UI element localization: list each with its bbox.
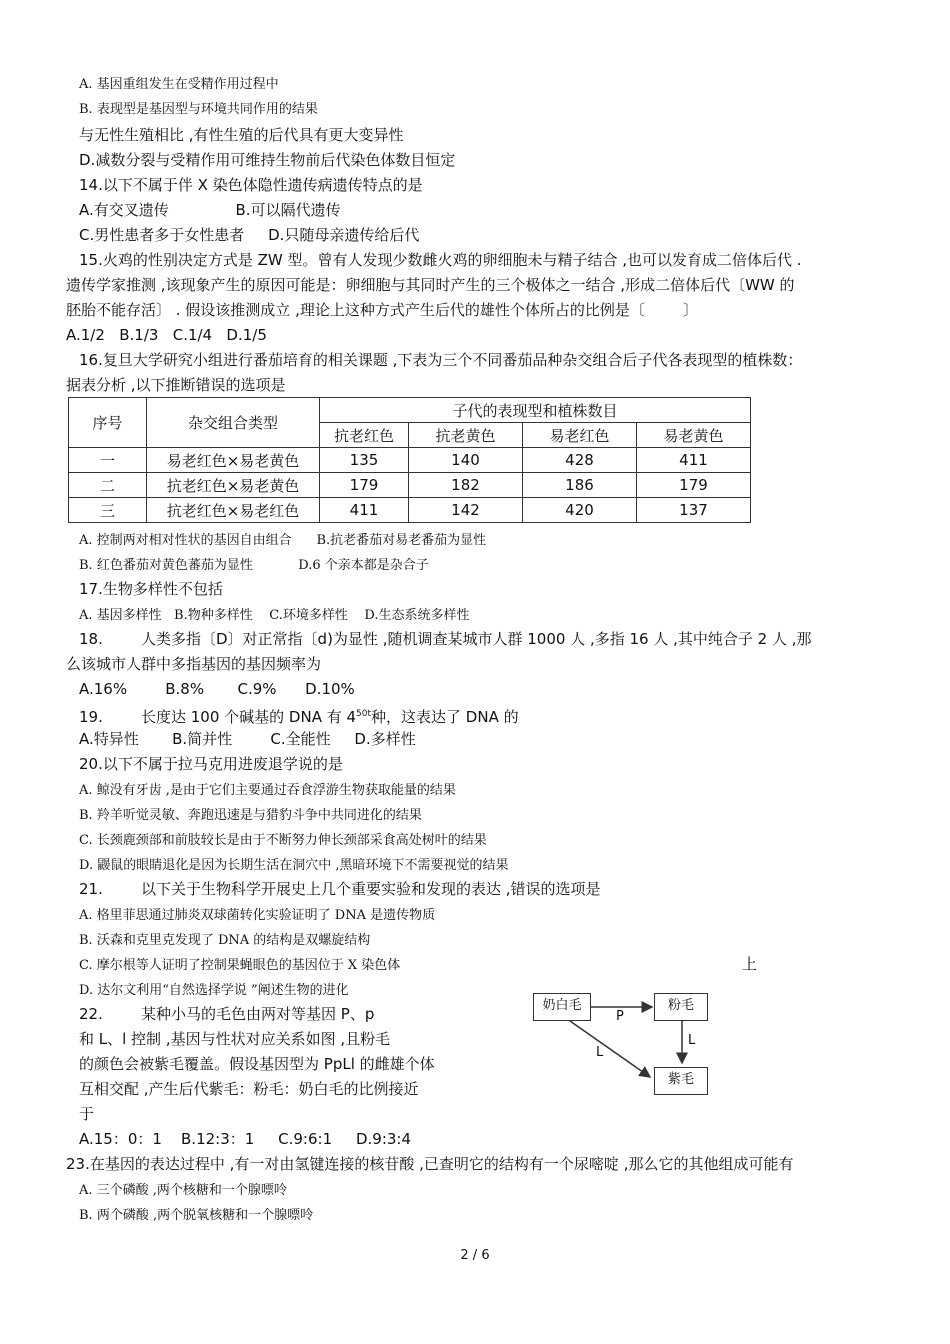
q20-stem: 20.以下不属于拉马克用进废退学说的是 bbox=[79, 755, 343, 773]
pink-box: 粉毛 bbox=[654, 993, 708, 1021]
q20-option-c: C. 长颈鹿颈部和前肢较长是由于不断努力伸长颈部采食高处树叶的结果 bbox=[79, 833, 487, 848]
q19-stem: 19. 长度达 100 个碱基的 DNA 有 $4^{50t}$种，这表达了 DNA 的 bbox=[79, 708, 519, 726]
label-p: P bbox=[616, 1009, 624, 1024]
purple-box: 紫毛 bbox=[654, 1067, 708, 1095]
q18-options: A.16% B.8% C.9% D.10% bbox=[79, 680, 355, 698]
q17-stem: 17.生物多样性不包括 bbox=[79, 580, 223, 598]
th-sub: 抗老红色 bbox=[320, 423, 409, 448]
q22-stem-4: 互相交配 ,产生后代紫毛：粉毛：奶白毛的比例接近 bbox=[79, 1080, 419, 1098]
q20-option-d: D. 鼹鼠的眼睛退化是因为长期生活在洞穴中 ,黑暗环境下不需要视觉的结果 bbox=[79, 858, 509, 873]
th-offspring: 子代的表现型和植株数目 bbox=[320, 398, 751, 423]
label-l-right: L bbox=[688, 1033, 696, 1048]
cell: 179 bbox=[320, 473, 409, 498]
q17-options: A. 基因多样性 B.物种多样性 C.环境多样性 D.生态系统多样性 bbox=[79, 608, 470, 623]
cell: 411 bbox=[320, 498, 409, 523]
q13-option-b: B. 表现型是基因型与环境共同作用的结果 bbox=[79, 102, 318, 117]
q22-options: A.15：0：1 B.12:3：1 C.9:6:1 D.9:3:4 bbox=[79, 1130, 412, 1148]
q21-option-c-tail: 上 bbox=[742, 955, 758, 973]
q16-stem-2: 据表分析 ,以下推断错误的选项是 bbox=[66, 376, 286, 394]
cell: 抗老红色×易老红色 bbox=[147, 498, 320, 523]
q22-stem-2: 和 L、l 控制 ,基因与性状对应关系如图 ,且粉毛 bbox=[79, 1030, 391, 1048]
cell: 186 bbox=[523, 473, 637, 498]
q21-option-b: B. 沃森和克里克发现了 DNA 的结构是双螺旋结构 bbox=[79, 933, 371, 948]
cell: 三 bbox=[69, 498, 147, 523]
q15-stem-1: 15.火鸡的性别决定方式是 ZW 型。曾有人发现少数雌火鸡的卵细胞未与精子结合 ,也可以发育成二倍体后代 . bbox=[79, 251, 802, 269]
th-seq: 序号 bbox=[69, 398, 147, 448]
cell: 420 bbox=[523, 498, 637, 523]
label-l-diag: L bbox=[596, 1045, 604, 1060]
q15-stem-2: 遗传学家推测 ,该现象产生的原因可能是：卵细胞与其同时产生的三个极体之一结合 ,形成二倍体后代〔WW 的 bbox=[66, 276, 795, 294]
q21-option-a: A. 格里菲思通过肺炎双球菌转化实验证明了 DNA 是遗传物质 bbox=[79, 908, 436, 923]
cell: 137 bbox=[637, 498, 751, 523]
q13-option-d: D.减数分裂与受精作用可维持生物前后代染色体数目恒定 bbox=[79, 151, 456, 169]
coat-color-diagram bbox=[530, 985, 740, 1110]
q15-options: A.1/2 B.1/3 C.1/4 D.1/5 bbox=[66, 326, 267, 344]
arrow-l-diag bbox=[570, 1021, 650, 1077]
cell: 142 bbox=[409, 498, 523, 523]
q22-stem-5: 于 bbox=[79, 1105, 95, 1123]
cell: 易老红色×易老黄色 bbox=[147, 448, 320, 473]
q21-option-c: C. 摩尔根等人证明了控制果蝇眼色的基因位于 X 染色体 bbox=[79, 958, 401, 973]
q15-stem-3: 胚胎不能存活〕 . 假设该推测成立 ,理论上这种方式产生后代的雄性个体所占的比例是〔 〕 bbox=[66, 301, 698, 319]
th-sub: 抗老黄色 bbox=[409, 423, 523, 448]
cell: 411 bbox=[637, 448, 751, 473]
table-row bbox=[69, 448, 751, 473]
q13-option-a: A. 基因重组发生在受精作用过程中 bbox=[79, 77, 279, 92]
q21-option-d: D. 达尔文利用“自然选择学说 ”阐述生物的进化 bbox=[79, 983, 349, 998]
q23-option-b: B. 两个磷酸 ,两个脱氧核糖和一个腺嘌呤 bbox=[79, 1208, 314, 1223]
q13-option-c: 与无性生殖相比 ,有性生殖的后代具有更大变异性 bbox=[79, 126, 404, 144]
page-number: 2 / 6 bbox=[460, 1248, 490, 1263]
q20-option-a: A. 鲸没有牙齿 ,是由于它们主要通过吞食浮游生物获取能量的结果 bbox=[79, 783, 456, 798]
q16-stem-1: 16.复旦大学研究小组进行番茄培育的相关课题 ,下表为三个不同番茄品种杂交组合后子代各表现型的植株数： bbox=[79, 351, 803, 369]
q22-stem-3: 的颜色会被紫毛覆盖。假设基因型为 PpLl 的雌雄个体 bbox=[79, 1055, 435, 1073]
cell: 428 bbox=[523, 448, 637, 473]
cell: 182 bbox=[409, 473, 523, 498]
q20-option-b: B. 羚羊听觉灵敏、奔跑迅速是与猎豹斗争中共同进化的结果 bbox=[79, 808, 422, 823]
cell: 一 bbox=[69, 448, 147, 473]
q18-stem-1: 18. 人类多指〔D〕对正常指〔d)为显性 ,随机调查某城市人群 1000 人 ,多指 16 人 ,其中纯合子 2 人 ,那 bbox=[79, 630, 812, 648]
q14-options-ab: A.有交叉遗传 B.可以隔代遗传 bbox=[79, 201, 341, 219]
th-sub: 易老黄色 bbox=[637, 423, 751, 448]
q23-stem: 23.在基因的表达过程中 ,有一对由氢键连接的核苷酸 ,已查明它的结构有一个尿嘧啶 ,那么它的其他组成可能有 bbox=[66, 1155, 794, 1173]
table-row bbox=[69, 498, 751, 523]
cell: 二 bbox=[69, 473, 147, 498]
cell: 140 bbox=[409, 448, 523, 473]
cell: 135 bbox=[320, 448, 409, 473]
milk-white-box: 奶白毛 bbox=[533, 993, 591, 1021]
q23-option-a: A. 三个磷酸 ,两个核糖和一个腺嘌呤 bbox=[79, 1183, 287, 1198]
cross-table bbox=[68, 397, 751, 523]
q16-options-ab: A. 控制两对相对性状的基因自由组合 B.抗老番茄对易老番茄为显性 bbox=[79, 533, 487, 548]
th-type: 杂交组合类型 bbox=[147, 398, 320, 448]
q19-options: A.特异性 B.简并性 C.全能性 D.多样性 bbox=[79, 730, 416, 748]
q14-options-cd: C.男性患者多于女性患者 D.只随母亲遗传给后代 bbox=[79, 226, 420, 244]
th-sub: 易老红色 bbox=[523, 423, 637, 448]
cell: 179 bbox=[637, 473, 751, 498]
q18-stem-2: 么该城市人群中多指基因的基因频率为 bbox=[66, 655, 322, 673]
q22-stem-1: 22. 某种小马的毛色由两对等基因 P、p bbox=[79, 1005, 375, 1023]
table-row bbox=[69, 473, 751, 498]
q16-options-cd: B. 红色番茄对黄色蕃茄为显性 D.6 个亲本都是杂合子 bbox=[79, 558, 429, 573]
cell: 抗老红色×易老黄色 bbox=[147, 473, 320, 498]
q21-stem: 21. 以下关于生物科学开展史上几个重要实验和发现的表达 ,错误的选项是 bbox=[79, 880, 601, 898]
q14-stem: 14.以下不属于伴 X 染色体隐性遗传病遗传特点的是 bbox=[79, 176, 423, 194]
